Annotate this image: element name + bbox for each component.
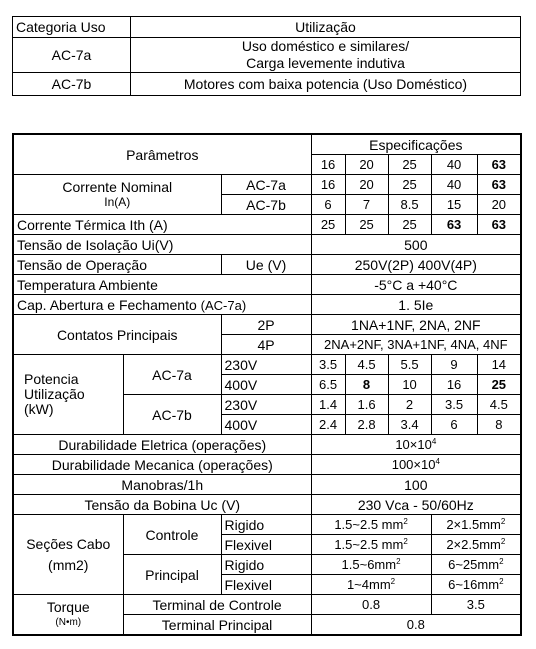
- value-cell: 1.4: [311, 395, 345, 415]
- usage-code-ac7b: AC-7b: [13, 73, 131, 96]
- usage-desc-line: Uso doméstico e similares/: [241, 38, 410, 54]
- contacts-4p-value: 2NA+2NF, 3NA+1NF, 4NA, 4NF: [311, 335, 521, 355]
- cable-value: 1~4mm: [346, 577, 391, 592]
- value-cell: 20: [345, 175, 388, 195]
- control-cable-label: Controle: [123, 515, 221, 555]
- cable-sections-label: [13, 515, 123, 595]
- rating-cell: 25: [388, 155, 431, 175]
- exponent: 4: [431, 437, 437, 446]
- cable-value: 1.5~2.5 mm: [334, 537, 404, 552]
- value-cell: 2: [388, 395, 431, 415]
- value-cell: 6: [311, 195, 345, 215]
- power-label-line: Potencia: [24, 371, 79, 387]
- cable-value: 6~16mm: [448, 577, 500, 592]
- cable-large-cell: [431, 515, 521, 535]
- nominal-current-unit: In(A): [104, 194, 131, 209]
- value-cell: 3.5: [311, 355, 345, 375]
- cable-small-cell: [311, 575, 431, 595]
- durability-value: 10×10: [395, 437, 432, 452]
- flexible-label: Flexivel: [221, 575, 311, 595]
- exponent: 2: [500, 517, 506, 526]
- control-terminal-label: Terminal de Controle: [123, 595, 311, 615]
- value-cell: 8: [345, 375, 388, 395]
- value-cell: 5.5: [388, 355, 431, 375]
- mechanical-durability-label: Durabilidade Mecanica (operações): [13, 455, 311, 475]
- value-cell: 8: [477, 415, 521, 435]
- thermal-current-label: Corrente Térmica Ith (A): [13, 215, 311, 235]
- rigid-label: Rigido: [221, 515, 311, 535]
- breaking-capacity-unit: (AC-7a): [200, 297, 247, 313]
- usage-desc-ac7a: [131, 38, 521, 73]
- value-cell: 25: [388, 175, 431, 195]
- utilization-header: Utilização: [131, 17, 521, 38]
- operations-per-hour-value: 100: [311, 475, 521, 495]
- breaking-capacity-title: Cap. Abertura e Fechamento: [17, 296, 197, 313]
- contacts-2p-value: 1NA+1NF, 2NA, 2NF: [311, 315, 521, 335]
- value-cell: 63: [477, 215, 521, 235]
- cable-sections-unit: (mm2): [48, 556, 89, 573]
- value-cell: 8.5: [388, 195, 431, 215]
- power-label-line: (kW): [24, 401, 54, 417]
- exponent: 2: [403, 517, 408, 526]
- nominal-current-ac7b-label: AC-7b: [221, 195, 311, 215]
- value-cell: 2.8: [345, 415, 388, 435]
- flexible-label: Flexivel: [221, 535, 311, 555]
- value-cell: 20: [477, 195, 521, 215]
- value-cell: 7: [345, 195, 388, 215]
- nominal-current-label: [13, 175, 221, 215]
- power-label: [13, 355, 123, 435]
- value-cell: 16: [431, 375, 477, 395]
- operating-voltage-unit: Ue (V): [221, 255, 311, 275]
- cable-value: 1.5~6mm: [341, 557, 397, 572]
- voltage-400: 400V: [221, 375, 311, 395]
- category-header: Categoria Uso: [13, 17, 131, 38]
- durability-value: 100×10: [391, 457, 436, 472]
- voltage-230: 230V: [221, 355, 311, 375]
- value-cell: 4.5: [477, 395, 521, 415]
- value-cell: 15: [431, 195, 477, 215]
- rating-cell: 20: [345, 155, 388, 175]
- value-cell: 63: [431, 215, 477, 235]
- value-cell: 3.5: [431, 395, 477, 415]
- cable-large-cell: [431, 535, 521, 555]
- nominal-current-ac7a-label: AC-7a: [221, 175, 311, 195]
- value-cell: 16: [311, 175, 345, 195]
- usage-desc-ac7b: Motores com baixa potencia (Uso Doméstico): [131, 73, 521, 96]
- value-cell: 2.4: [311, 415, 345, 435]
- cable-small-cell: [311, 555, 431, 575]
- usage-category-table: [12, 16, 521, 96]
- cable-value: 2×1.5mm: [446, 517, 501, 532]
- insulation-voltage-value: 500: [311, 235, 521, 255]
- rating-cell: 16: [311, 155, 345, 175]
- mechanical-durability-value: [311, 455, 521, 475]
- specifications-table: [12, 133, 522, 636]
- value-cell: 9: [431, 355, 477, 375]
- value-cell: 25: [345, 215, 388, 235]
- breaking-capacity-label: [13, 295, 311, 315]
- operations-per-hour-label: Manobras/1h: [13, 475, 311, 495]
- value-cell: 4.5: [345, 355, 388, 375]
- exponent: 2: [499, 557, 504, 566]
- rigid-label: Rigido: [221, 555, 311, 575]
- exponent: 2: [403, 537, 408, 546]
- value-cell: 63: [477, 175, 521, 195]
- control-terminal-large: 3.5: [431, 595, 521, 615]
- usage-desc-line: Carga levemente indutiva: [246, 55, 405, 71]
- poles-2p: 2P: [221, 315, 311, 335]
- ambient-temp-value: -5°C a +40°C: [311, 275, 521, 295]
- main-contacts-label: Contatos Principais: [13, 315, 221, 355]
- torque-title: Torque: [46, 598, 90, 615]
- principal-cable-label: Principal: [123, 555, 221, 595]
- usage-code-ac7a: AC-7a: [13, 38, 131, 73]
- coil-voltage-value: 230 Vca - 50/60Hz: [311, 495, 521, 515]
- poles-4p: 4P: [221, 335, 311, 355]
- value-cell: 10: [388, 375, 431, 395]
- operating-voltage-label: Tensão de Operação: [13, 255, 221, 275]
- value-cell: 1.6: [345, 395, 388, 415]
- value-cell: 6.5: [311, 375, 345, 395]
- exponent: 2: [499, 577, 504, 586]
- control-terminal-small: 0.8: [311, 595, 431, 615]
- value-cell: 3.4: [388, 415, 431, 435]
- value-cell: 25: [477, 375, 521, 395]
- value-cell: 25: [311, 215, 345, 235]
- power-label-line: Utilização: [24, 386, 85, 402]
- rating-cell: 40: [431, 155, 477, 175]
- value-cell: 40: [431, 175, 477, 195]
- exponent: 2: [390, 577, 396, 586]
- operating-voltage-value: 250V(2P) 400V(4P): [311, 255, 521, 275]
- voltage-230: 230V: [221, 395, 311, 415]
- cable-small-cell: [311, 515, 431, 535]
- breaking-capacity-value: 1. 5Ie: [311, 295, 521, 315]
- cable-large-cell: [431, 555, 521, 575]
- ambient-temp-label: Temperatura Ambiente: [13, 275, 311, 295]
- cable-large-cell: [431, 575, 521, 595]
- cable-value: 6~25mm: [448, 557, 500, 572]
- principal-terminal-label: Terminal Principal: [123, 615, 311, 636]
- exponent: 4: [435, 457, 440, 466]
- exponent: 2: [396, 557, 401, 566]
- torque-label: [13, 595, 123, 636]
- cable-value: 2×2.5mm: [446, 537, 501, 552]
- specifications-header: Especificações: [311, 134, 521, 155]
- cable-value: 1.5~2.5 mm: [334, 517, 404, 532]
- value-cell: 14: [477, 355, 521, 375]
- power-ac7b-label: AC-7b: [123, 395, 221, 435]
- value-cell: 6: [431, 415, 477, 435]
- value-cell: 25: [388, 215, 431, 235]
- rating-cell: 63: [477, 155, 521, 175]
- insulation-voltage-label: Tensão de Isolação Ui(V): [13, 235, 311, 255]
- cable-sections-title: Seções Cabo: [26, 535, 111, 552]
- exponent: 2: [500, 537, 506, 546]
- cable-small-cell: [311, 535, 431, 555]
- principal-terminal-value: 0.8: [311, 615, 521, 636]
- coil-voltage-label: Tensão da Bobina Uc (V): [13, 495, 311, 515]
- power-ac7a-label: AC-7a: [123, 355, 221, 395]
- electrical-durability-value: [311, 435, 521, 455]
- torque-unit: (N•m): [55, 616, 82, 628]
- electrical-durability-label: Durabilidade Eletrica (operações): [13, 435, 311, 455]
- nominal-current-title: Corrente Nominal: [62, 178, 173, 195]
- parameters-header: Parâmetros: [13, 134, 311, 175]
- voltage-400: 400V: [221, 415, 311, 435]
